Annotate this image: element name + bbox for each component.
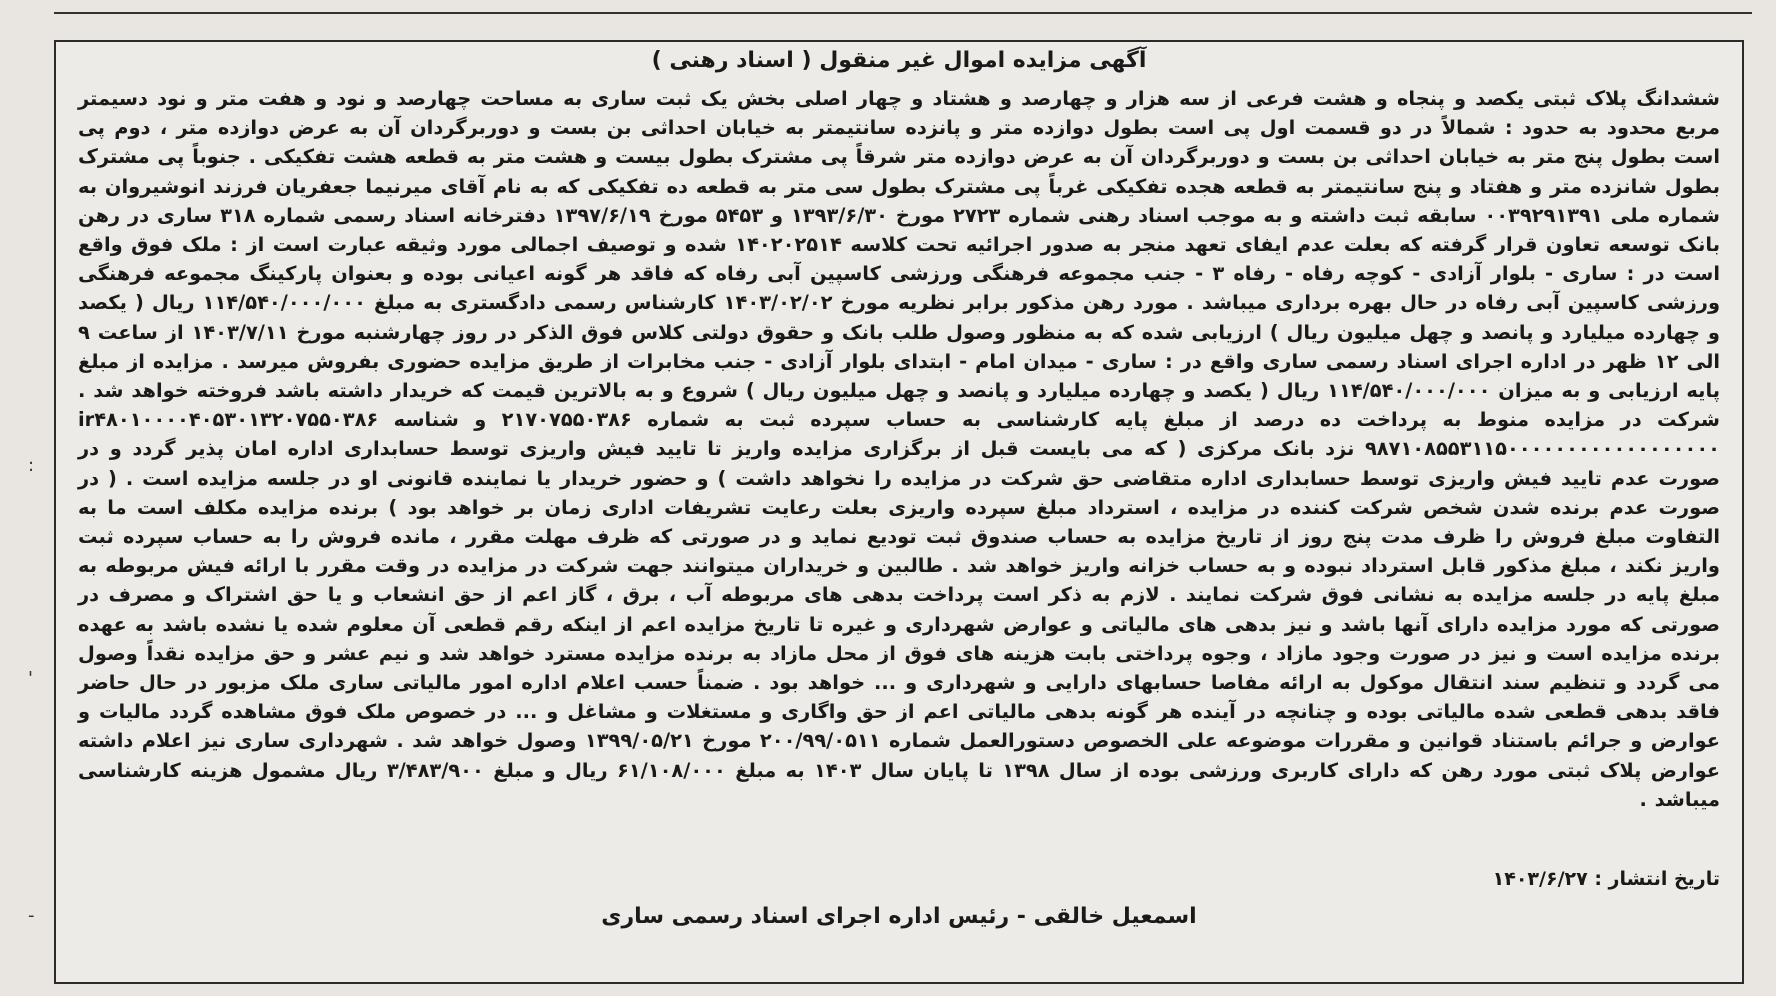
- margin-mark: -: [28, 905, 35, 926]
- publication-date: تاریخ انتشار : ۱۴۰۳/۶/۲۷: [1492, 868, 1720, 890]
- notice-body: ششدانگ پلاک ثبتی یکصد و پنجاه و هشت فرعی از سه هزار و چهارصد و هشتاد و چهار اصلی بخش یک ثبت ساری به مساحت چهارصد و نود و هفت متر و نود دسیمتر مربع محدود به حدود : شمالاً در دو قسمت اول پی است بطول دوازده متر و پانزده سانتیمتر به خیابان احداثی بن بست و دوربرگردان آن به عرض دوازده متر ، دوم پی است بطول پنج متر به خیابان احداثی بن بست و دوربرگردان آن به عرض دوازده متر شرقاً پی مشترک بطول بیست و هشت متر به قطعه هشت تفکیکی . جنوباً پی مشترک بطول شانزده متر و هفتاد و پنج سانتیمتر به قطعه هجده تفکیکی غرباً پی مشترک بطول سی متر به قطعه ده تفکیکی که به نام آقای میرنیما جعفریان فرزند انوشیروان به شماره ملی ۰۰۳۹۲۹۱۳۹۱ سابقه ثبت داشته و به موجب اسناد رهنی شماره ۲۷۲۳ مورخ ۱۳۹۳/۶/۳۰ و ۵۴۵۳ مورخ ۱۳۹۷/۶/۱۹ دفترخانه اسناد رسمی شماره ۳۱۸ ساری در رهن بانک توسعه تعاون قرار گرفته که بعلت عدم ایفای تعهد منجر به صدور اجرائیه تحت کلاسه ۱۴۰۲۰۲۵۱۴ شده و توصیف اجمالی مورد وثیقه عبارت است از : ملک فوق واقع است در : ساری - بلوار آزادی - کوچه رفاه - رفاه ۳ - جنب مجموعه فرهنگی ورزشی کاسپین آبی رفاه که فاقد هر گونه اعیانی بوده و بعنوان پارکینگ مجموعه فرهنگی ورزشی کاسپین آبی رفاه در حال بهره برداری میباشد . مورد رهن مذکور برابر نظریه مورخ ۱۴۰۳/۰۲/۰۲ کارشناس رسمی دادگستری به مبلغ ۱۱۴/۵۴۰/۰۰۰/۰۰۰ ریال ( یکصد و چهارده میلیارد و پانصد و چهل میلیون ریال ) ارزیابی شده که به منظور وصول طلب بانک و حقوق دولتی کلاس فوق الذکر در روز چهارشنبه مورخ ۱۴۰۳/۷/۱۱ از ساعت ۹ الی ۱۲ ظهر در اداره اجرای اسناد رسمی ساری واقع در : ساری - میدان امام - ابتدای بلوار آزادی - جنب مخابرات از طریق مزایده حضوری بفروش میرسد . مزایده از مبلغ پایه ارزیابی و به میزان ۱۱۴/۵۴۰/۰۰۰/۰۰۰ ریال ( یکصد و چهارده میلیارد و پانصد و چهل میلیون ریال ) شروع و به بالاترین قیمت که خریدار داشته باشد فروخته خواهد شد . شرکت در مزایده منوط به پرداخت ده درصد از مبلغ پایه کارشناسی به حساب سپرده ثبت به شماره ۲۱۷۰۷۵۵۰۳۸۶ و شناسه ir۴۸۰۱۰۰۰۰۴۰۵۳۰۱۳۲۰۷۵۵۰۳۸۶ ۹۸۷۱۰۸۵۵۳۱۱۵۰۰۰۰۰۰۰۰۰۰۰۰۰۰۰۰۰۰ نزد بانک مرکزی ( که می بایست قبل از برگزاری مزایده واریز تا تایید فیش واریزی توسط حسابداری اداره امان پذیر گردد و در صورت عدم تایید فیش واریزی توسط حسابداری اداره متقاضی حق شرکت در مزایده را نخواهد داشت ) و حضور خریدار یا نماینده قانونی او در جلسه مزایده است . ( در صورت عدم برنده شدن شخص شرکت کننده در مزایده ، استرداد مبلغ سپرده واریزی بعلت رعایت تشریفات اداری زمان بر خواهد بود ) برنده مزایده مکلف است ما به التفاوت مبلغ فروش را ظرف مدت پنج روز از تاریخ مزایده به حساب صندوق ثبت تودیع نماید و در صورتی که ظرف مهلت مقرر ، مانده فروش را به حساب سپرده ثبت واریز نکند ، مبلغ مذکور قابل استرداد نبوده و به حساب خزانه واریز خواهد شد . طالبین و خریداران میتوانند جهت شرکت در مزایده در وقت مقرر با ارائه فیش مربوطه به مبلغ پایه در جلسه مزایده به نشانی فوق شرکت نمایند . لازم به ذکر است پرداخت بدهی های مربوطه آب ، برق ، گاز اعم از حق انشعاب و یا حق اشتراک و مصرف در صورتی که مورد مزایده دارای آنها باشد و نیز بدهی های مالیاتی و عوارض شهرداری و غیره تا تاریخ مزایده اعم از اینکه رقم قطعی آن معلوم شده یا نشده باشد به عهده برنده مزایده است و نیز در صورت وجود مازاد ، وجوه پرداختی بابت هزینه های فوق از محل مازاد به برنده مزایده مسترد خواهد شد و نیم عشر و حق مزایده نقداً وصول می گردد و تنظیم سند انتقال موکول به ارائه مفاصا حسابهای دارایی و شهرداری و ... خواهد بود . ضمناً حسب اعلام اداره امور مالیاتی ساری ملک مزبور در حال حاضر فاقد بدهی قطعی شده مالیاتی بوده و چنانچه در آینده هر گونه بدهی مالیاتی اعم از حق واگاری و مستغلات و مشاغل و ... در خصوص ملک فوق مشاهده گردد مالیات و عوارض و جرائم باستناد قوانین و مقررات موضوعه علی الخصوص دستورالعمل شماره ۲۰۰/۹۹/۰۵۱۱ مورخ ۱۳۹۹/۰۵/۲۱ وصول خواهد شد . شهرداری ساری نیز اعلام داشته عوارض پلاک ثبتی مورد رهن که دارای کاربری ورزشی بوده از سال ۱۳۹۸ تا پایان سال ۱۴۰۳ به مبلغ ۶۱/۱۰۸/۰۰۰ ریال و مبلغ ۳/۴۸۳/۹۰۰ ریال مشمول هزینه کارشناسی میباشد .: [78, 87, 1721, 811]
- notice-title: آگهی مزایده اموال غیر منقول ( اسناد رهنی ): [651, 48, 1147, 73]
- top-divider: [54, 0, 1752, 14]
- margin-mark: :: [28, 455, 35, 476]
- notice-frame: [54, 40, 1744, 984]
- signature-line: اسمعیل خالقی - رئیس اداره اجرای اسناد رسمی ساری: [601, 904, 1197, 929]
- margin-mark: ': [28, 668, 33, 689]
